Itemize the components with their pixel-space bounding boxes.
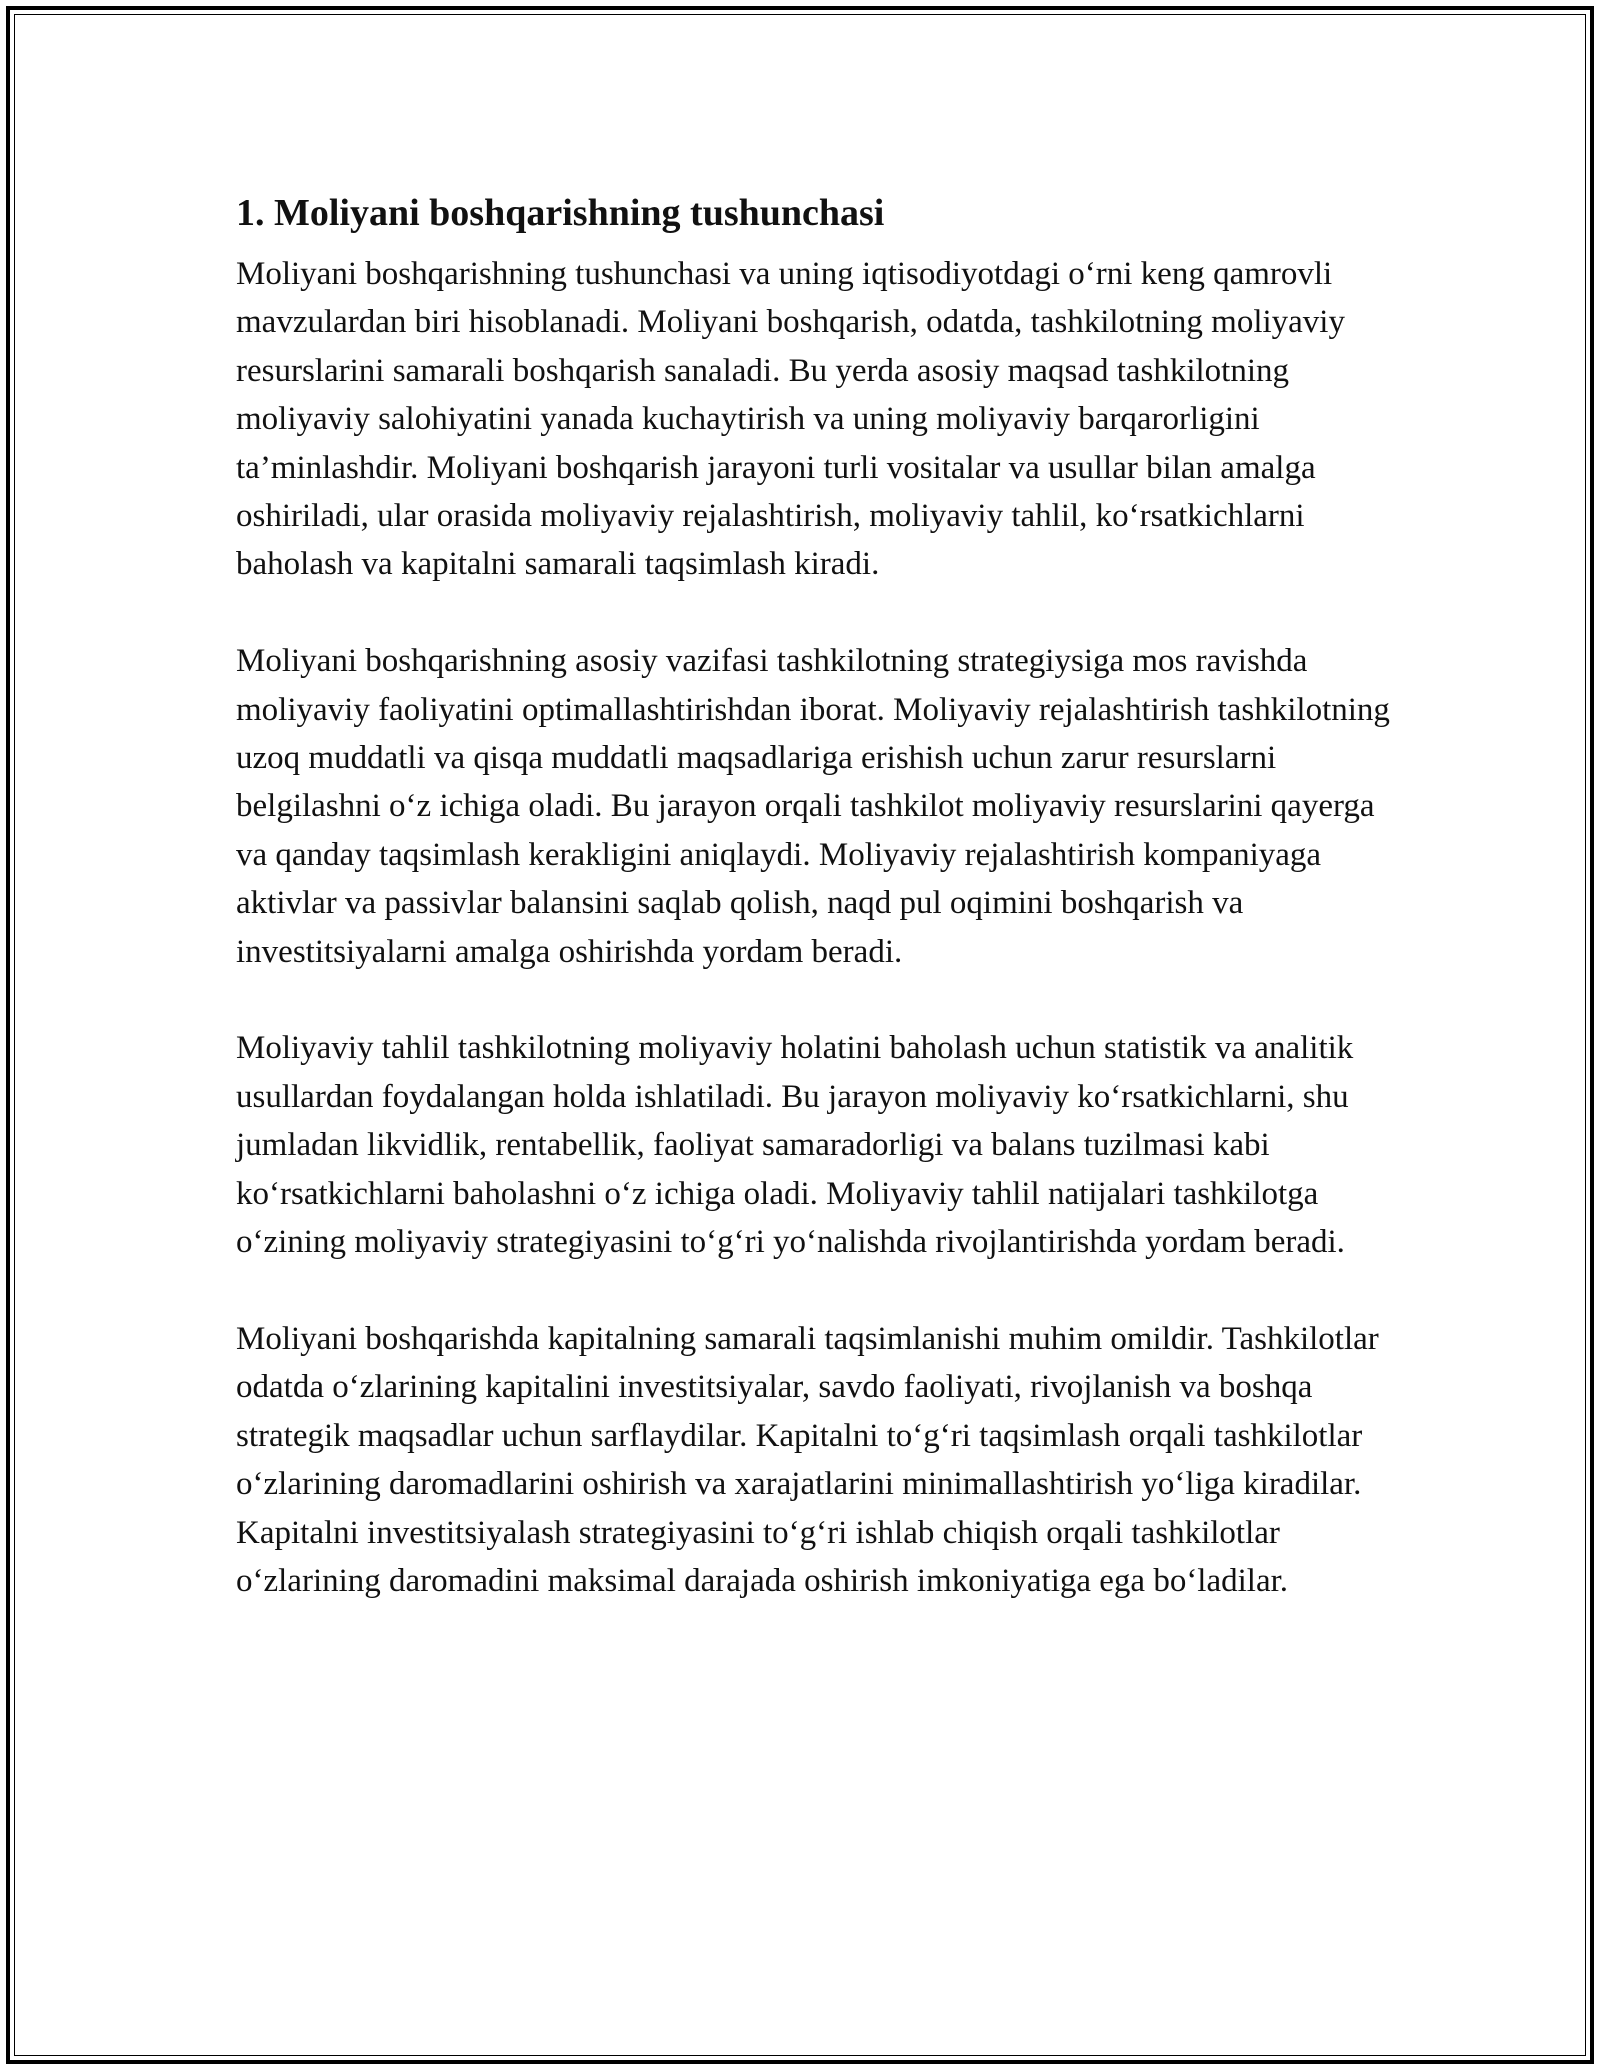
paragraph-3: Moliyaviy tahlil tashkilotning moliyaviy holatini baholash uchun statistik va analitik usullardan foydalangan holda ishlatiladi. Bu jarayon moliyaviy ko‘rsatkichlarni, shu jumladan likvidlik, rentabellik, faoliyat samaradorligi va balans tuzilmasi kabi ko‘rsatkichlarni baholashni o‘z ichiga oladi. Moliyaviy tahlil natijalari tashkilotga o‘zining moliyaviy strategiyasini to‘g‘ri yo‘nalishda rivojlantirishda yordam beradi. (236, 1030, 1354, 1261)
section-heading: 1. Moliyani boshqarishning tushunchasi (236, 192, 885, 234)
document-body (236, 186, 1396, 1605)
paragraph-4: Moliyani boshqarishda kapitalning samarali taqsimlanishi muhim omildir. Tashkilotlar odatda o‘zlarining kapitalini investitsiyalar, savdo faoliyati, rivojlanish va boshqa strategik maqsadlar uchun sarflaydilar. Kapitalni to‘g‘ri taqsimlash orqali tashkilotlar o‘zlarining daromadlarini oshirish va xarajatlarini minimallashtirish yo‘liga kiradilar. Kapitalni investitsiyalash strategiyasini to‘g‘ri ishlab chiqish orqali tashkilotlar o‘zlarining daromadini maksimal darajada oshirish imkoniyatiga ega bo‘ladilar. (236, 1320, 1379, 1599)
paragraph-2: Moliyani boshqarishning asosiy vazifasi tashkilotning strategiysiga mos ravishda moliyaviy faoliyatini optimallashtirishdan iborat. Moliyaviy rejalashtirish tashkilotning uzoq muddatli va qisqa muddatli maqsadlariga erishish uchun zarur resurslarni belgilashni o‘z ichiga oladi. Bu jarayon orqali tashkilot moliyaviy resurslarini qayerga va qanday taqsimlash kerakligini aniqlaydi. Moliyaviy rejalashtirish kompaniyaga aktivlar va passivlar balansini saqlab qolish, naqd pul oqimini boshqarish va investitsiyalarni amalga oshirishda yordam beradi. (236, 643, 1390, 970)
paragraph-1: Moliyani boshqarishning tushunchasi va uning iqtisodiyotdagi o‘rni keng qamrovli mavzulardan biri hisoblanadi. Moliyani boshqarish, odatda, tashkilotning moliyaviy resurslarini samarali boshqarish sanaladi. Bu yerda asosiy maqsad tashkilotning moliyaviy salohiyatini yanada kuchaytirish va uning moliyaviy barqarorligini ta’minlashdir. Moliyani boshqarish jarayoni turli vositalar va usullar bilan amalga oshiriladi, ular orasida moliyaviy rejalashtirish, moliyaviy tahlil, ko‘rsatkichlarni baholash va kapitalni samarali taqsimlash kiradi. (236, 256, 1345, 583)
